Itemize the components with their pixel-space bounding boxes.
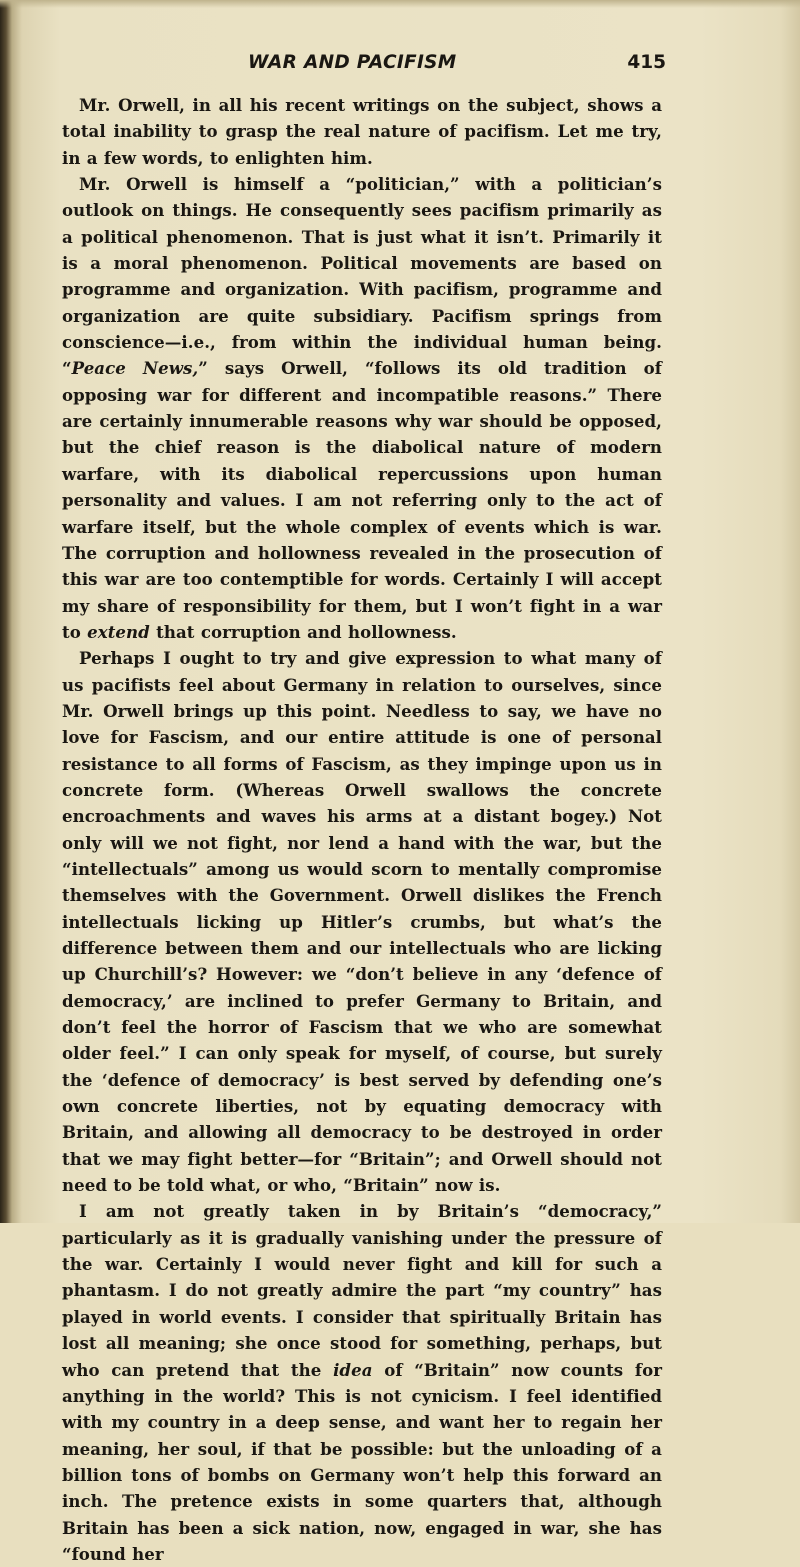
paragraph-4-text-part-2: of “Britain” now counts for anything in the world? This is not cynicism. I feel identified with my country in a deep sense, and want her to regain her meaning, her soul, if that be possible: but the unloading of a billion tons of bombs on Germany won’t help this forward an inch. The pretence exists in some quarters that, although Britain has been a sick nation, now, engaged in war, she has “found her [62, 1359, 662, 1564]
page-number: 415 [627, 52, 666, 73]
page-content [62, 52, 666, 1567]
page-top-shadow [0, 0, 800, 8]
paragraph-2 [62, 171, 662, 645]
running-title: WAR AND PACIFISM [248, 52, 457, 73]
paragraph-3 [62, 645, 662, 1198]
emphasis-extend: extend [87, 621, 150, 642]
paragraph-2-text-part-1: Mr. Orwell is himself a “politician,” with a politician’s outlook on things. He consequently sees pacifism primarily as a political phenomenon. That is just what it isn’t. Primarily it is a moral phenomenon. Political movements are based on programme and organization. With pacifism, programme and organization are quite subsidiary. Pacifism springs from conscience—i.e., from within the individual human being. “ [62, 174, 662, 379]
paragraph-4 [62, 1198, 662, 1567]
paragraph-2-text-part-2: ” says Orwell, “follows its old tradition of opposing war for different and incompatible reasons.” There are certainly innumerable reasons why war should be opposed, but the chief reason is the diabolical nature of modern warfare, with its diabolical repercussions upon human personality and values. I am not referring only to the act of warfare itself, but the whole complex of events which is war. The corruption and hollowness revealed in the prosecution of this war are too contemptible for words. Certainly I will accept my share of responsibility for them, but I won’t fight in a war to [62, 358, 662, 642]
article-body [62, 92, 662, 1567]
paragraph-4-text-part-1: I am not greatly taken in by Britain’s “democracy,” particularly as it is gradually vanishing under the pressure of the war. Certainly I would never fight and kill for such a phantasm. I do not greatly admire the part “my country” has played in world events. I consider that spiritually Britain has lost all meaning; she once stood for something, perhaps, but who can pretend that the [62, 1201, 662, 1380]
running-head [62, 52, 666, 90]
paragraph-1 [62, 92, 662, 171]
paragraph-3-text: Perhaps I ought to try and give expression to what many of us pacifists feel about Germany in relation to ourselves, since Mr. Orwell brings up this point. Needless to say, we have no love for Fascism, and our entire attitude is one of personal resistance to all forms of Fascism, as they impinge upon us in concrete form. (Whereas Orwell swallows the concrete encroachments and waves his arms at a distant bogey.) Not only will we not fight, nor lend a hand with the war, but the “intellectuals” among us would scorn to mentally compromise themselves with the Government. Orwell dislikes the French intellectuals licking up Hitler’s crumbs, but what’s the difference between them and our intellectuals who are licking up Churchill’s? However: we “don’t believe in any ‘defence of democracy,’ are inclined to prefer Germany to Britain, and don’t feel the horror of Fascism that we who are somewhat older feel.” I can only speak for myself, of course, but surely the ‘defence of democracy’ is best served by defending one’s own concrete liberties, not by equating democracy with Britain, and allowing all democracy to be destroyed in order that we may fight better—for “Britain”; and Orwell should not need to be told what, or who, “Britain” now is. [62, 648, 662, 1196]
paragraph-1-text: Mr. Orwell, in all his recent writings on the subject, shows a total inability to grasp the real nature of pacifism. Let me try, in a few words, to enlighten him. [62, 95, 662, 168]
paragraph-2-text-part-3: that corruption and hollowness. [149, 621, 457, 642]
peace-news-title: Peace News, [71, 358, 199, 379]
emphasis-idea: idea [333, 1359, 373, 1380]
